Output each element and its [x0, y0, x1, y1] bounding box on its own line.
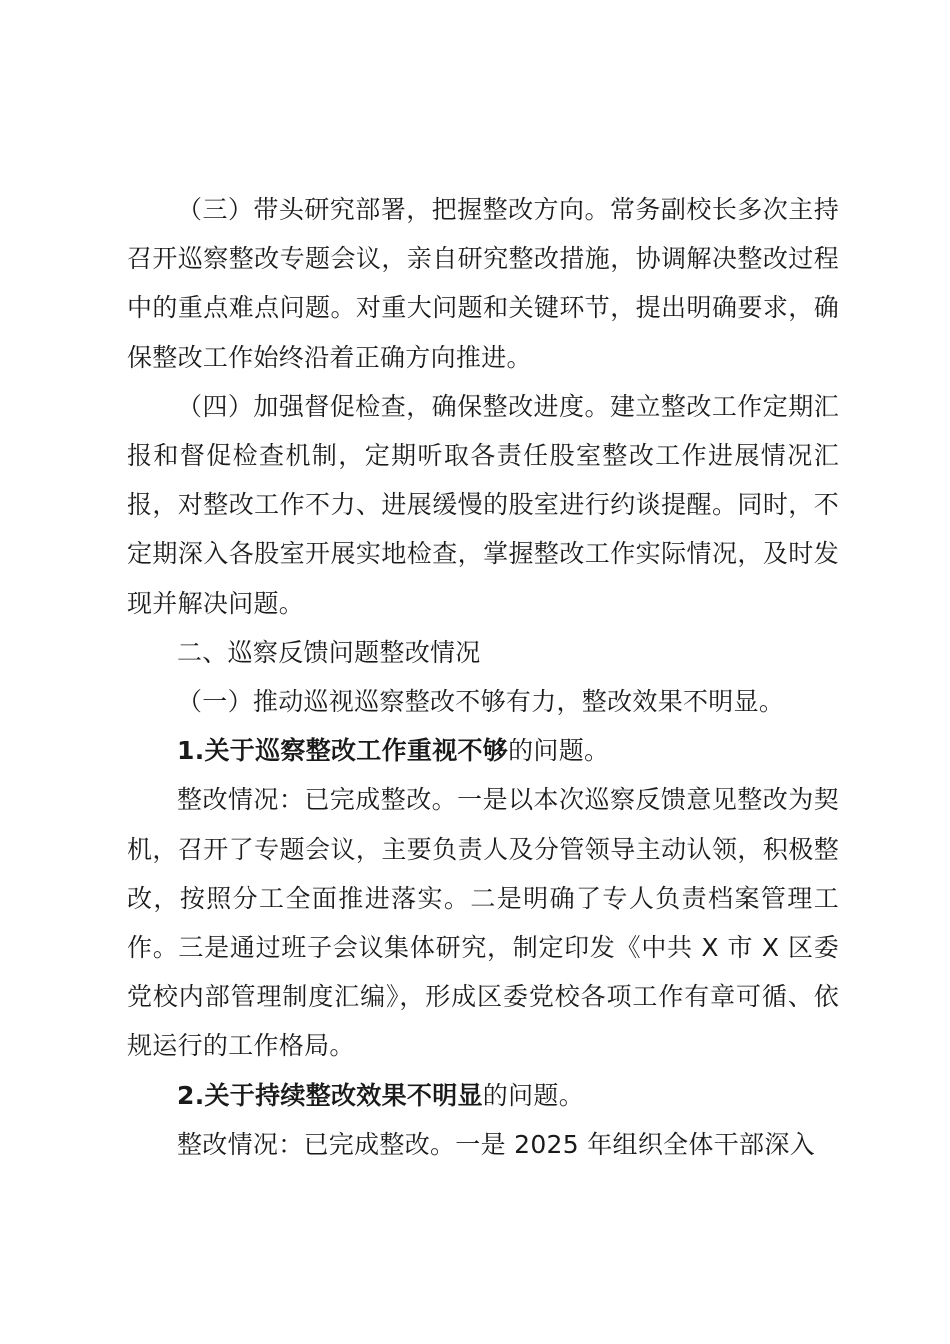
paragraph-rectification-status-1: 整改情况：已完成整改。一是以本次巡察反馈意见整改为契机，召开了专题会议，主要负责人及分管领导主动认领，积极整改，按照分工全面推进落实。二是明确了专人负责档案管理工作。三是通过班子会议集体研究，制定印发《中共 X 市 X 区委党校内部管理制度汇编》，形成区委党校各项工作有章可循、依规运行的工作格局。 — [127, 785, 839, 1061]
item-heading-1 — [127, 726, 839, 775]
paragraph-supervision-inspection: （四）加强督促检查，确保整改进度。建立整改工作定期汇报和督促检查机制，定期听取各责任股室整改工作进展情况汇报，对整改工作不力、进展缓慢的股室进行约谈提醒。同时，不定期深入各股室开展实地检查，掌握整改工作实际情况，及时发现并解决问题。 — [127, 391, 839, 618]
paragraph-rectification-status-2: 整改情况：已完成整改。一是 2025 年组织全体干部深入 — [177, 1129, 815, 1159]
item-heading-1-bold: 1.关于巡察整改工作重视不够 — [177, 736, 509, 766]
document-body — [127, 185, 839, 1169]
paragraph-leadership-research: （三）带头研究部署，把握整改方向。常务副校长多次主持召开巡察整改专题会议，亲自研究整改措施，协调解决整改过程中的重点难点问题。对重大问题和关键环节，提出明确要求，确保整改工作始终沿着正确方向推进。 — [127, 195, 839, 372]
item-heading-1-rest: 的问题。 — [508, 736, 610, 766]
item-heading-2-bold: 2.关于持续整改效果不明显 — [177, 1080, 483, 1110]
item-heading-2-rest: 的问题。 — [482, 1080, 584, 1110]
section-heading-feedback-rectification: 二、巡察反馈问题整改情况 — [177, 637, 481, 667]
subsection-heading-one: （一）推动巡视巡察整改不够有力，整改效果不明显。 — [177, 687, 785, 717]
item-heading-2 — [127, 1071, 839, 1120]
